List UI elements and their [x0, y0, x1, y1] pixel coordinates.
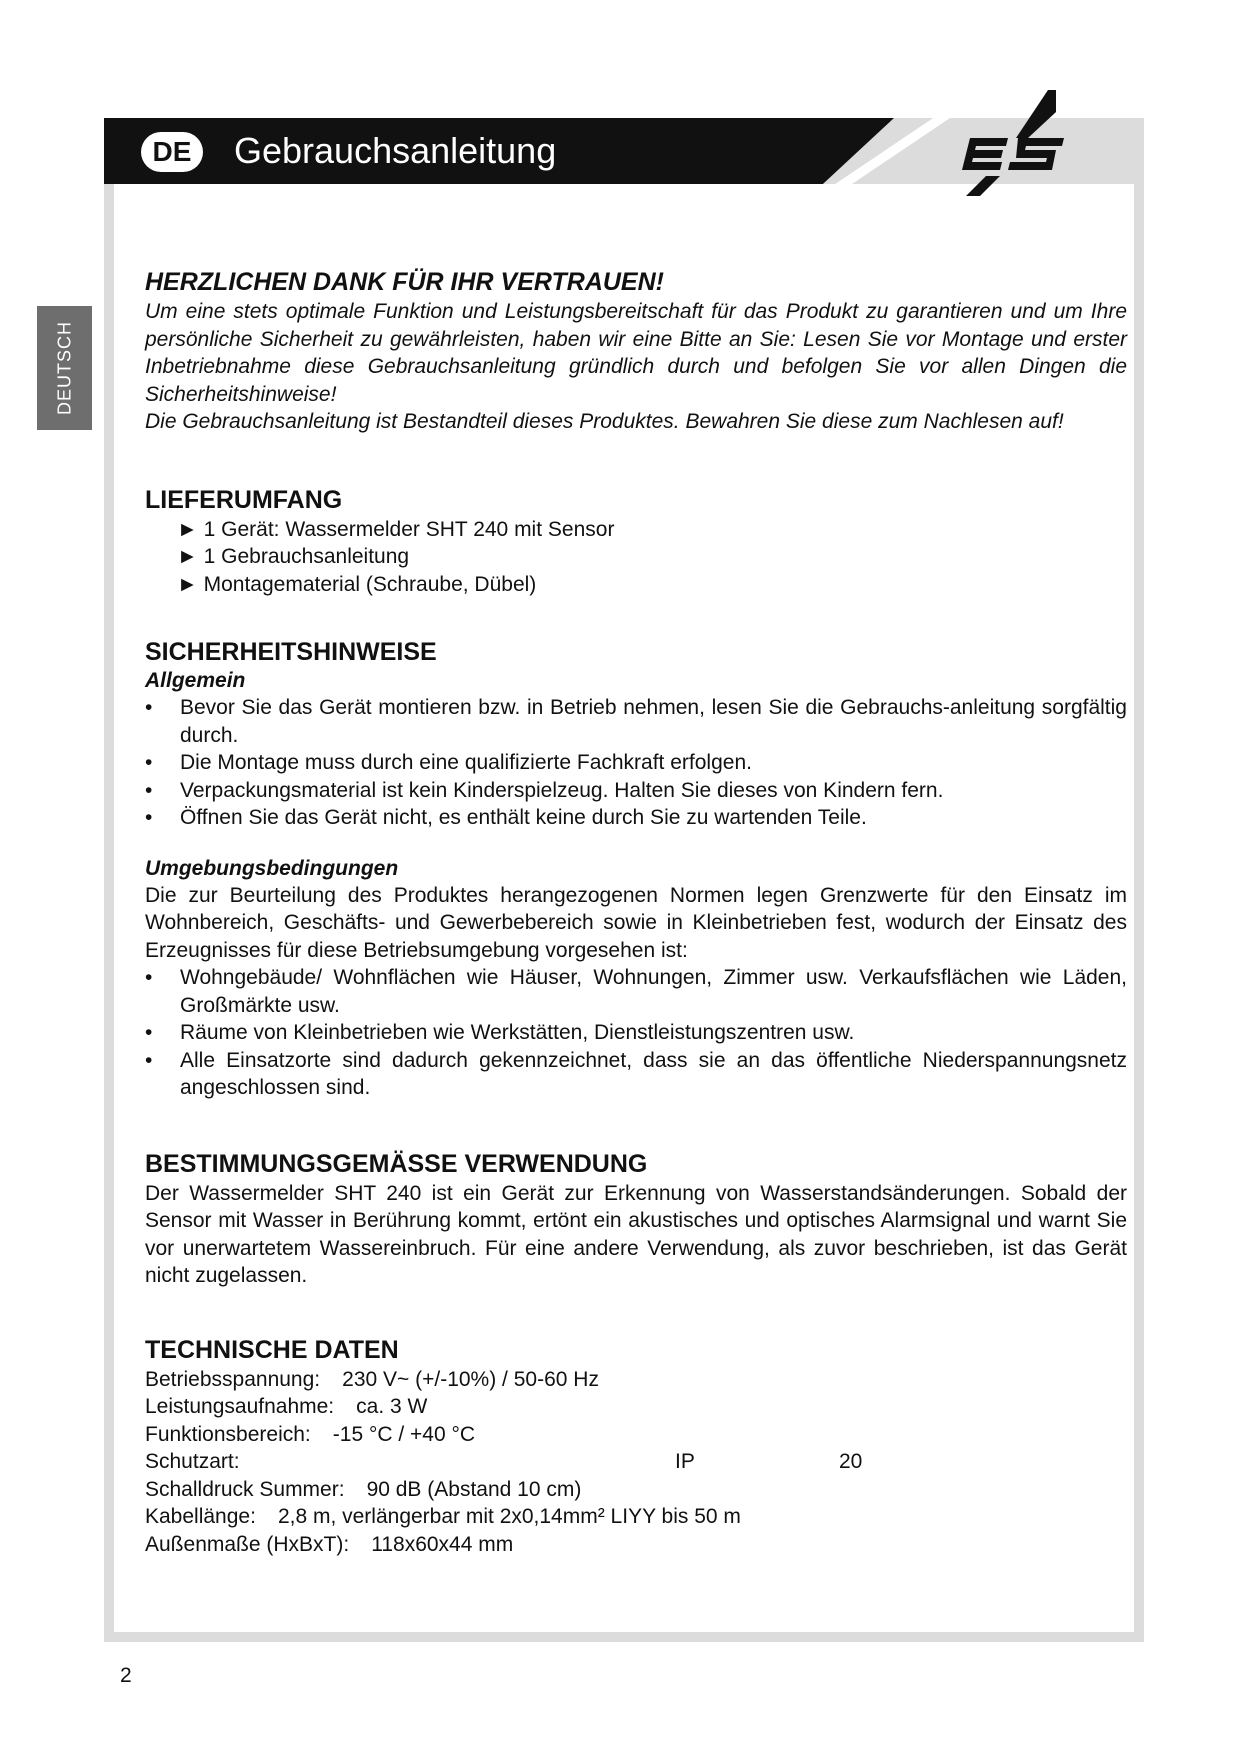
document-title: Gebrauchsanleitung [234, 130, 557, 171]
list-item: • Räume von Kleinbetrieben wie Werkstätten, Dienstleistungszentren usw. [145, 1019, 1127, 1047]
spec-label: Außenmaße (HxBxT): [145, 1532, 350, 1556]
spec-row [145, 1531, 1127, 1559]
intended-use-heading: BESTIMMUNGSGEMÄSSE VERWENDUNG [145, 1149, 648, 1178]
spec-value: 118x60x44 mm [371, 1532, 514, 1556]
spec-value: 2,8 m, verlängerbar mit 2x0,14mm² LIYY bis 50 m [277, 1505, 741, 1528]
spec-label: Schalldruck Summer: [145, 1477, 345, 1501]
language-side-tab [37, 306, 92, 430]
spec-label: Leistungsaufnahme: [145, 1395, 335, 1418]
spec-row [145, 1421, 1127, 1449]
delivery-list [177, 516, 1127, 599]
spec-row [145, 1448, 1127, 1476]
spec-value: 90 dB (Abstand 10 cm) [366, 1477, 582, 1501]
list-item: • Öffnen Sie das Gerät nicht, es enthält keine durch Sie zu wartenden Teile. [145, 804, 1127, 832]
list-item: • Verpackungsmaterial ist kein Kinderspielzeug. Halten Sie dieses von Kindern fern. [145, 777, 1127, 805]
list-item: ► 1 Gerät: Wassermelder SHT 240 mit Sensor [177, 517, 615, 541]
spec-value: IP [675, 1450, 695, 1473]
spec-row [145, 1393, 1127, 1421]
side-tab-label: DEUTSCH [54, 320, 74, 416]
intended-use-paragraph: Der Wassermelder SHT 240 ist ein Gerät zur Erkennung von Wasserstandsänderungen. Sobald der Sensor mit Wasser in Berührung kommt, ertönt ein akustisches und optisches Alarmsignal und warnt Sie vor unerwartetem Wassereinbruch. Für eine andere Verwendung, als zuvor beschrieben, ist das Gerät nicht zugelassen. [145, 1181, 1127, 1287]
intro-heading: HERZLICHEN DANK FÜR IHR VERTRAUEN! [145, 268, 664, 296]
environment-paragraph: Die zur Beurteilung des Produktes herangezogenen Normen legen Grenzwerte für den Einsatz im Wohnbereich, Geschäfts- und Gewerbebereich sowie in Kleinbetrieben fest, wodurch der Einsatz des Erzeugnisses für diese Betriebsumgebung vorgesehen ist: [145, 883, 1127, 962]
general-subheading: Allgemein [145, 669, 246, 692]
general-safety-list [145, 694, 1127, 832]
delivery-heading: LIEFERUMFANG [145, 485, 343, 514]
language-badge: DE [141, 132, 203, 172]
spec-value-secondary: 20 [839, 1450, 863, 1473]
brand-logo-icon [956, 90, 1076, 196]
technical-data-table [145, 1366, 1127, 1559]
page-number: 2 [120, 1664, 132, 1687]
list-item: • Bevor Sie das Gerät montieren bzw. in Betrieb nehmen, lesen Sie die Gebrauchs-anleitung sorgfältig durch. [145, 694, 1127, 749]
list-item: ► Montagematerial (Schraube, Dübel) [177, 572, 537, 596]
spec-label: Schutzart: [145, 1450, 240, 1473]
document-body [145, 266, 1127, 1558]
technical-data-heading: TECHNISCHE DATEN [145, 1335, 399, 1364]
list-item: ► 1 Gebrauchsanleitung [177, 545, 410, 568]
environment-list [145, 964, 1127, 1102]
environment-subheading: Umgebungsbedingungen [145, 856, 399, 880]
safety-heading: SICHERHEITSHINWEISE [145, 638, 437, 666]
spec-value: 230 V~ (+/-10%) / 50-60 Hz [342, 1367, 599, 1391]
spec-row [145, 1476, 1127, 1504]
list-item: • Wohngebäude/ Wohnflächen wie Häuser, Wohnungen, Zimmer usw. Verkaufsflächen wie Läden, Großmärkte usw. [145, 964, 1127, 1019]
spec-value: ca. 3 W [356, 1395, 428, 1418]
spec-row [145, 1366, 1127, 1394]
spec-label: Betriebsspannung: [145, 1367, 321, 1391]
spec-value: -15 °C / +40 °C [332, 1422, 476, 1446]
spec-row [145, 1503, 1127, 1531]
intro-paragraph: Um eine stets optimale Funktion und Leistungsbereitschaft für das Produkt zu garantieren und um Ihre persönliche Sicherheit zu gewährleisten, haben wir eine Bitte an Sie: Lesen Sie vor Montage und erster Inbetriebnahme diese Gebrauchsanleitung gründlich durch und befolgen Sie vor allen Dingen die Sicherheitshinweise! [145, 300, 1127, 406]
list-item: • Die Montage muss durch eine qualifizierte Fachkraft erfolgen. [145, 749, 1127, 777]
spec-label: Kabellänge: [145, 1505, 256, 1528]
intro-paragraph-2: Die Gebrauchsanleitung ist Bestandteil dieses Produktes. Bewahren Sie diese zum Nachlesen auf! [145, 410, 1064, 433]
spec-label: Funktionsbereich: [145, 1422, 311, 1446]
list-item: • Alle Einsatzorte sind dadurch gekennzeichnet, dass sie an das öffentliche Niederspannungsnetz angeschlossen sind. [145, 1047, 1127, 1102]
